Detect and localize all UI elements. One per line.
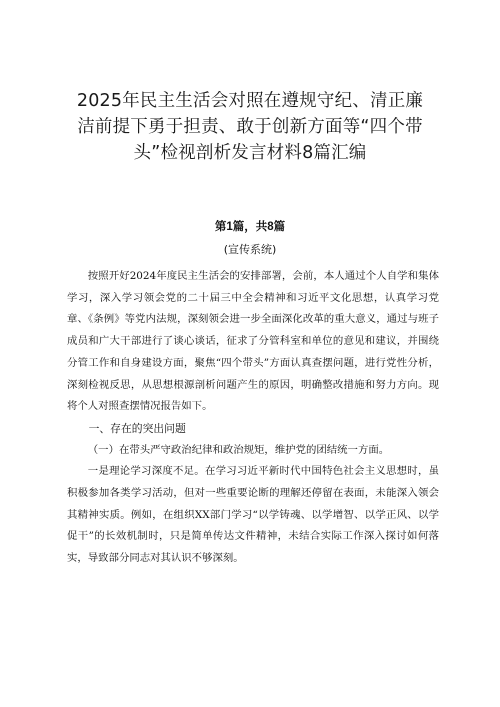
document-subtitle: (宣传系统) [223, 243, 277, 256]
section-heading: 一、存在的突出问题 [88, 421, 186, 435]
chapter-label: 第1篇，共8篇 [214, 221, 286, 233]
subsection-heading: （一）在带头严守政治纪律和政治规矩，维护党的团结统一方面。 [87, 443, 390, 456]
title-line-1: 2025年民主生活会对照在遵规守纪、清正廉 [76, 91, 424, 111]
intro-paragraph: 按照开好2024年度民主生活会的安排部署，会前，本人通过个人自学和集体学习，深入学习领会党的二十届三中全会精神和习近平文化思想，认真学习党章、《条例》等党内法规，深刻领会进一步全面深化改革的重大意义，通过与班子成员和广大干部进行了谈心谈话，征求了分管科室和单位的意见和建议，并围绕分管工作和自身建设方面，聚焦“四个带头”方面认真查摆问题，进行党性分析，深刻检视反思，从思想根源剖析问题产生的原因，明确整改措施和努力方向。现将个人对照查摆情况报告如下。 [67, 270, 439, 413]
document-title [60, 88, 440, 166]
body-paragraph: 一是理论学习深度不足。在学习习近平新时代中国特色社会主义思想时，虽积极参加各类学习活动，但对一些重要论断的理解还停留在表面，未能深入领会其精神实质。例如，在组织XX部门学习“以学铸魂、以学增智、以学正风、以学促干”的长效机制时，只是简单传达文件精神，未结合实际工作深入探讨如何落实，导致部分同志对其认识不够深刻。 [67, 465, 439, 565]
title-line-3: 头”检视剖析发言材料8篇汇编 [133, 143, 367, 163]
document-body [67, 266, 439, 570]
title-line-2: 洁前提下勇于担责、敢于创新方面等“四个带 [77, 117, 423, 137]
